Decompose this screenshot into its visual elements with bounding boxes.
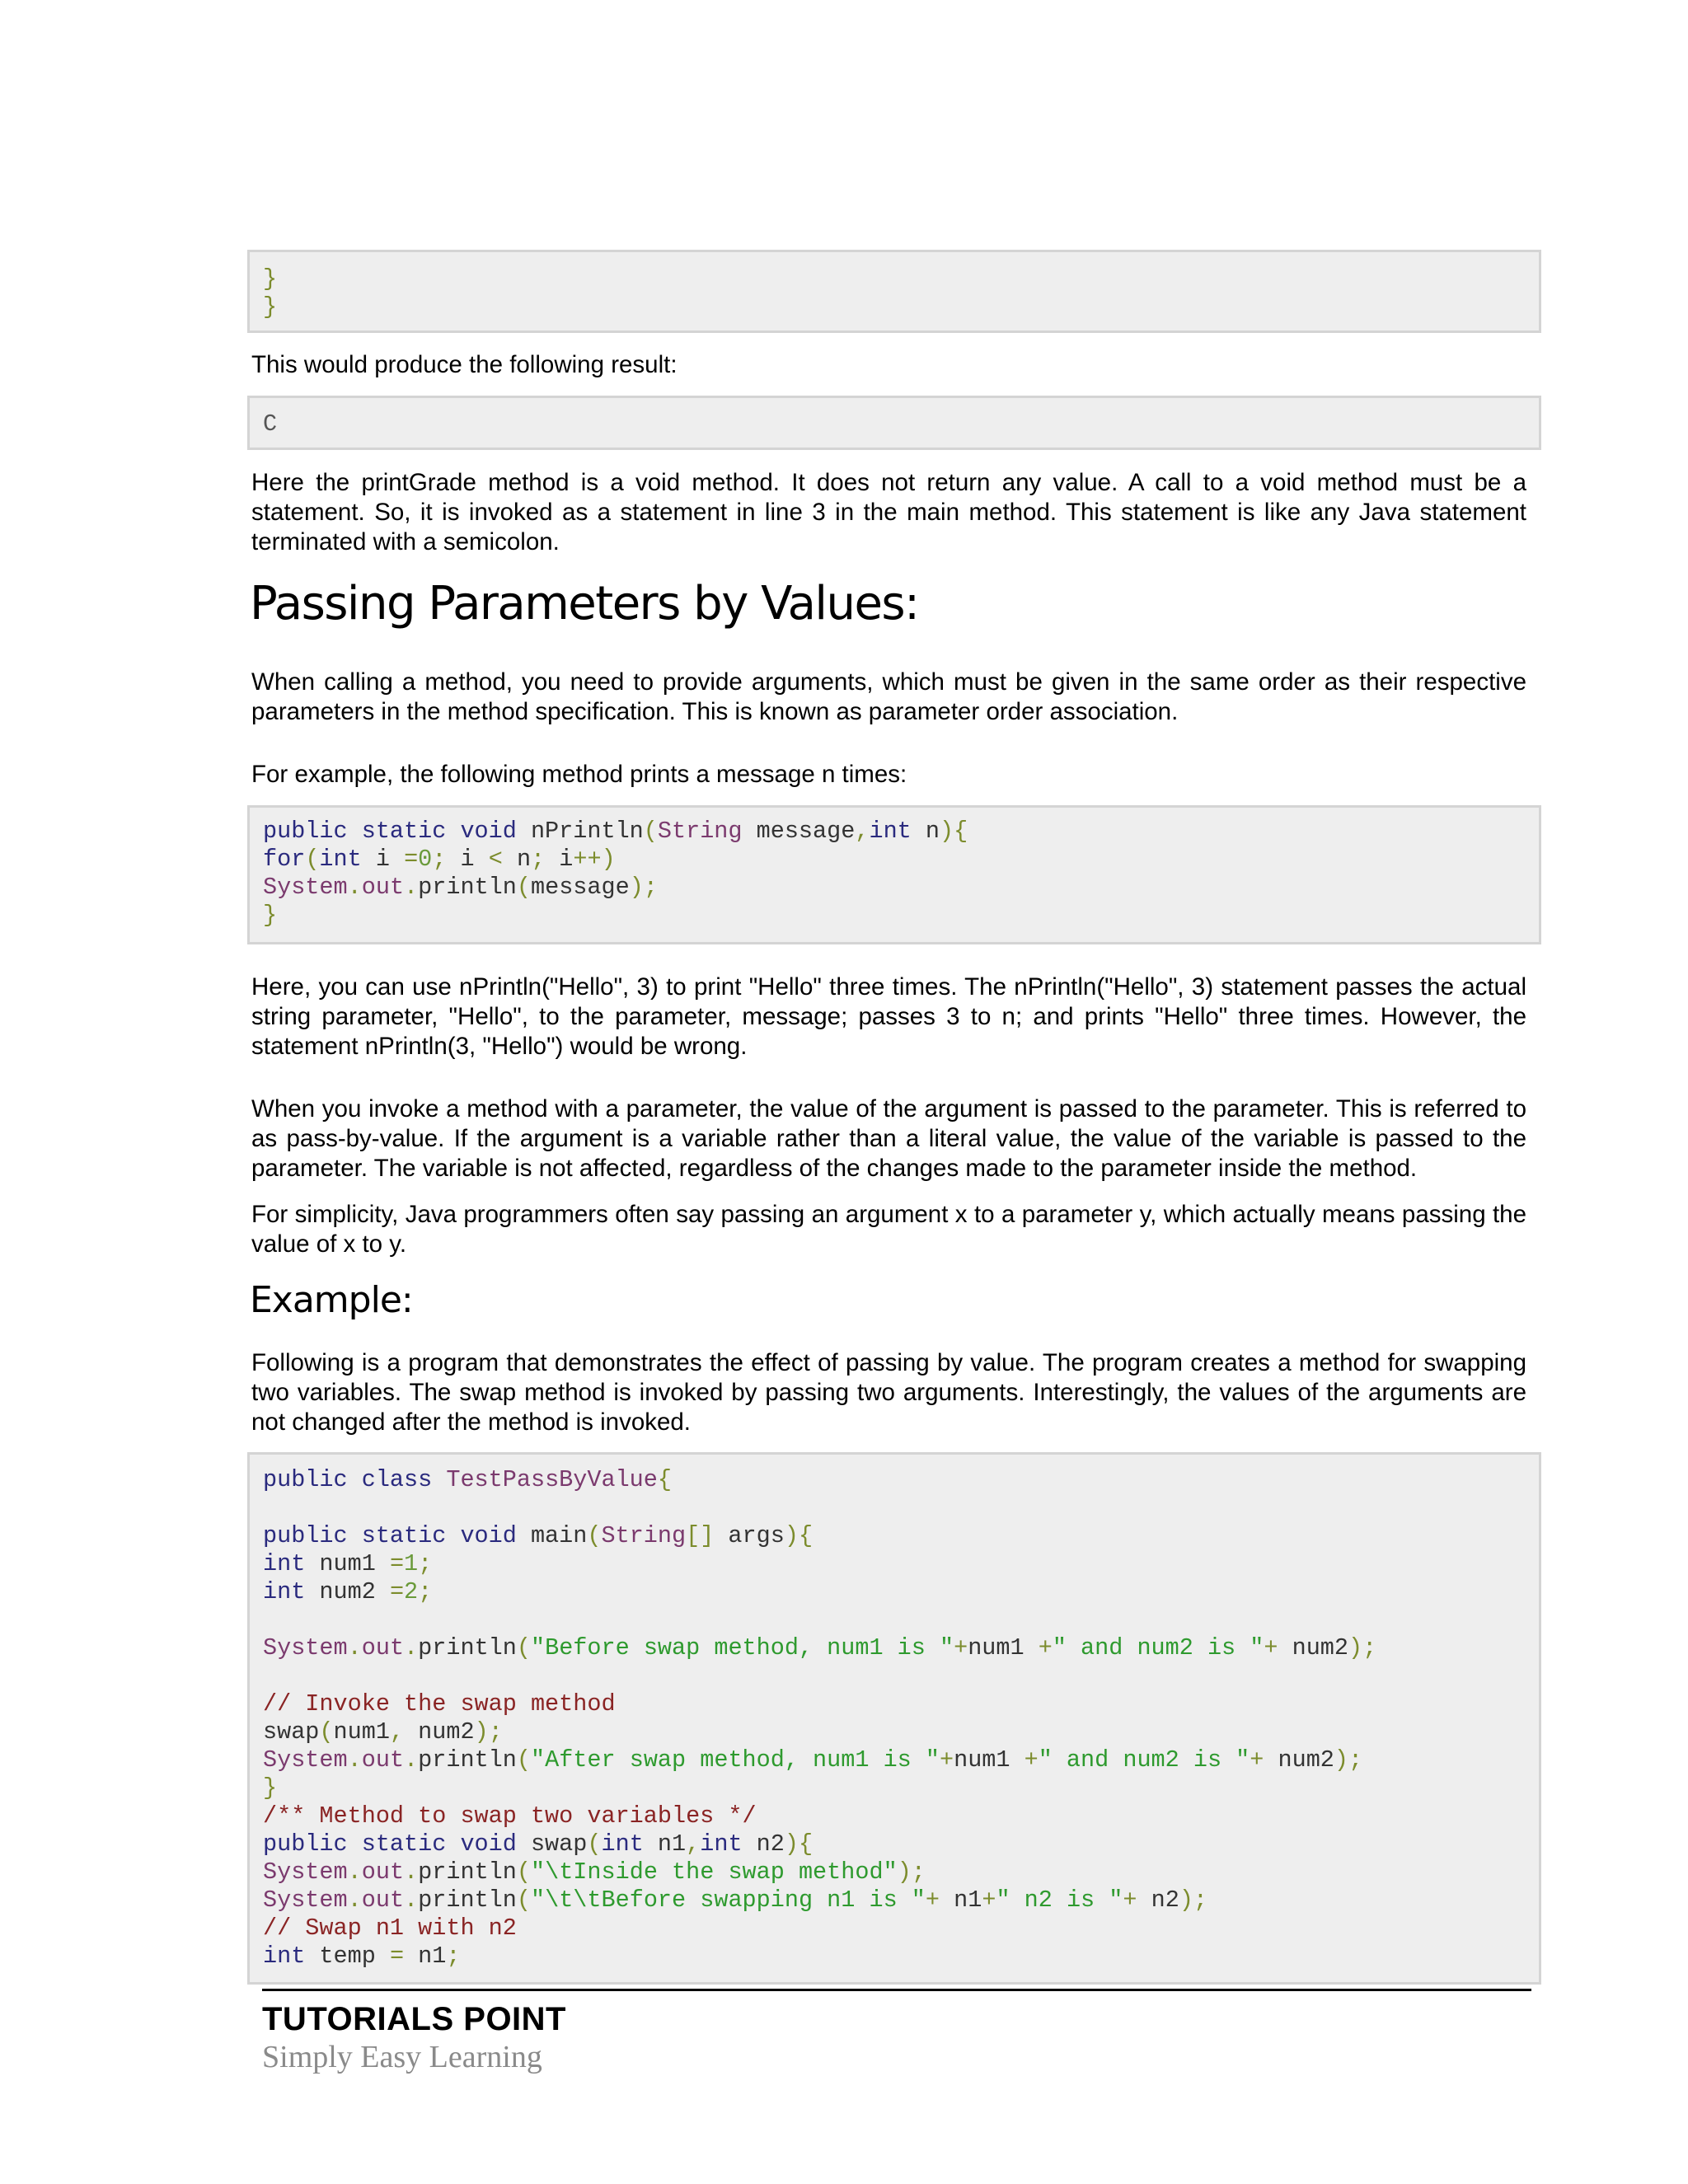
code-line: int num2 =2; <box>263 1578 433 1605</box>
code-comment: /** Method to swap two variables */ <box>263 1802 757 1830</box>
code-line: } <box>263 293 278 321</box>
nprintln-usage-paragraph: Here, you can use nPrintln("Hello", 3) to print "Hello" three times. The nPrintln("Hello", 3) statement passes the actual string parameter, "Hello", to the parameter, message; passes 3 to n; and prints "Hello" three times. However, the statement nPrintln(3, "Hello") would be wrong. <box>251 973 1526 1060</box>
code-line: public class TestPassByValue{ <box>263 1466 672 1493</box>
code-line: public static void swap(int n1,int n2){ <box>263 1830 814 1858</box>
code-line: int num1 =1; <box>263 1550 433 1577</box>
footer-brand: TUTORIALS POINT <box>262 2001 566 2037</box>
result-intro-text: This would produce the following result: <box>251 351 678 378</box>
code-line: System.out.println("After swap method, num1 is "+num1 +" and num2 is "+ num2); <box>263 1746 1363 1774</box>
code-comment: // Invoke the swap method <box>263 1690 616 1718</box>
pass-by-value-paragraph: When you invoke a method with a parameter, the value of the argument is passed to the parameter. This is referred to as pass-by-value. If the argument is a variable rather than a literal value, the value of the variable is passed to the parameter. The variable is not affected, regardless of the changes made to the parameter inside the method. <box>251 1095 1526 1182</box>
footer-divider <box>262 1989 1531 1991</box>
code-line <box>263 1494 1539 1522</box>
example-heading: Example: <box>250 1279 413 1321</box>
code-line: System.out.println(message); <box>263 874 658 901</box>
code-line: for(int i =0; i < n; i++) <box>263 846 616 873</box>
code-block-test-pass-by-value <box>247 1452 1541 1985</box>
code-line <box>263 1606 1539 1634</box>
code-line: swap(num1, num2); <box>263 1718 503 1746</box>
section-title: Passing Parameters by Values: <box>250 577 919 630</box>
output-block <box>247 396 1541 450</box>
code-line: System.out.println("\t\tBefore swapping n1 is "+ n1+" n2 is "+ n2); <box>263 1886 1208 1914</box>
code-line: public static void nPrintln(String message,int n){ <box>263 818 968 845</box>
output-value: C <box>263 410 278 438</box>
code-line: System.out.println("Before swap method, num1 is "+num1 +" and num2 is "+ num2); <box>263 1634 1377 1661</box>
code-line: } <box>263 1774 278 1802</box>
code-line <box>263 1662 1539 1690</box>
code-line: } <box>263 902 278 929</box>
program-description-paragraph: Following is a program that demonstrates the effect of passing by value. The program creates a method for swapping two variables. The swap method is invoked by passing two arguments. Interestingly, the values of the arguments are not changed after the method is invoked. <box>251 1349 1526 1436</box>
simplicity-paragraph: For simplicity, Java programmers often say passing an argument x to a parameter y, which actually means passing the value of x to y. <box>251 1201 1526 1258</box>
arguments-paragraph: When calling a method, you need to provide arguments, which must be given in the same order as their respective parameters in the method specification. This is known as parameter order association. <box>251 668 1526 725</box>
code-line: System.out.println("\tInside the swap method"); <box>263 1858 926 1886</box>
example-intro-paragraph: For example, the following method prints a message n times: <box>251 761 907 788</box>
void-method-explanation: Here the printGrade method is a void method. It does not return any value. A call to a void method must be a statement. So, it is invoked as a statement in line 3 in the main method. This statement is like any Java statement terminated with a semicolon. <box>251 469 1526 555</box>
code-block-closing-braces <box>247 250 1541 333</box>
code-line: public static void main(String[] args){ <box>263 1522 814 1549</box>
footer-tagline: Simply Easy Learning <box>262 2040 542 2074</box>
code-comment: // Swap n1 with n2 <box>263 1915 517 1942</box>
code-line: int temp = n1; <box>263 1943 461 1970</box>
code-line: } <box>263 265 278 293</box>
code-block-nprintln <box>247 805 1541 944</box>
